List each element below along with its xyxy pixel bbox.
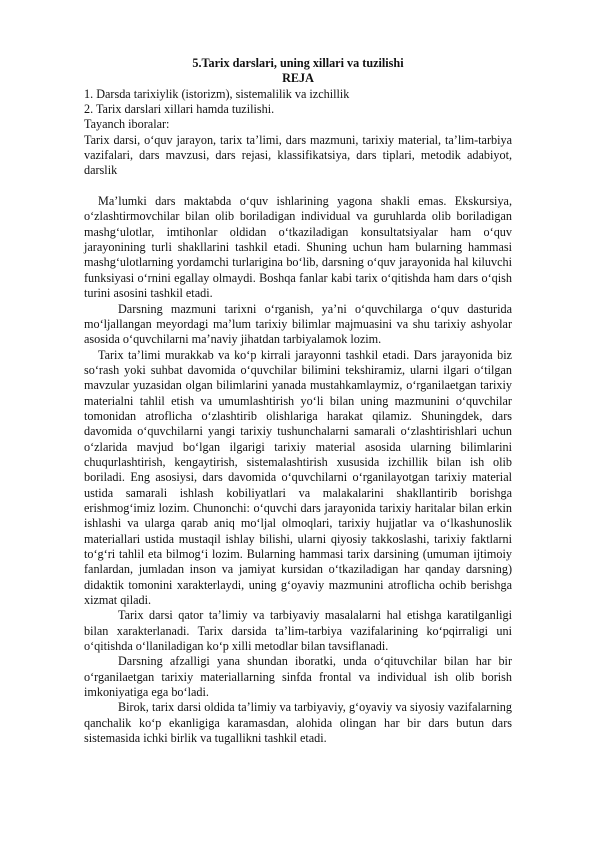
document-page <box>84 56 512 746</box>
body-paragraph: Ma’lumki dars maktabda o‘quv ishlarining yagona shakli emas. Ekskursiya, o‘zlashtirmovchilar bilan olib boriladigan individual va guruhlarda olib boriladigan mashg‘ulotlar, imtihonlar oldidan o‘tkaziladigan konsultatsiyalar ham o‘quv jarayonining turli shakllarini tashkil etadi. Shuning uchun ham bularning hammasi mashg‘ulotlarning yordamchi turlarigina bo‘lib, darsning o‘quv jarayonida hal kiluvchi funksiyasi o‘rnini egallay olmaydi. Boshqa fanlar kabi tarix o‘qitishda ham dars o‘qish turini asosini tashkil etadi. <box>84 194 512 301</box>
body-paragraph: Darsning mazmuni tarixni o‘rganish, ya’ni o‘quvchilarga o‘quv dasturida mo‘ljallangan meyordagi ma’lum tarixiy bilimlar majmuasini va shu tarixiy ashyolar asosida o‘quvchilarni ma’naviy jihatdan tarbiyalamok lozim. <box>84 301 512 347</box>
body-paragraph: Tarix ta’limi murakkab va ko‘p kirrali jarayonni tashkil etadi. Dars jarayonida biz so‘rash yoki suhbat davomida o‘quvchilar bilimini tekshiramiz, ularni ilgari o‘tilgan mavzular yuzasidan olgan bilimlarini yanada mustahkamlaymiz, o‘rganilaetgan tarixiy materialni tahlil etish va umumlashtirish yo‘li bilan uning mazmunini o‘quvchilar tomonidan atroflicha o‘zlashtirib olishlariga harakat qilamiz. Shuningdek, dars davomida o‘quvchilarni yangi tarixiy tushunchalarni samarali o‘zlashtirishlari uchun o‘zlarida mavjud bo‘lgan ilgarigi tarixiy material asosida ularning bilimlarini chuqurlashtirish, kengaytirish, sistemalashtirish xususida izchillik bilan ish olib boriladi. Eng asosiysi, dars davomida o‘quvchilarni o‘rganilayotgan tarixiy material ustida samarali ishlash kobiliyatlari va malakalarini shakllantirib borishga erishmog‘imiz lozim. Chunonchi: o‘quvchi dars jarayonida tarixiy haritalar bilan erkin ishlashi va ularga qarab aniq mo‘ljal olmoqlari, tarixiy hujjatlar va o‘lkashunoslik materiallari ustida mustaqil ishlay bilishi, ularni qiyosiy takkoslashi, tarixiy faktlarni to‘g‘ri tahlil eta bilmog‘i lozim. Bularning hammasi tarix darsining (umuman ijtimoiy fanlardan, jumladan inson va jamiyat kursidan o‘tkaziladigan har qanday darsning) didaktik tomonini xarakterlaydi, uning g‘oyaviy mazmunini atroflicha ochib berishga xizmat qiladi. <box>84 347 512 608</box>
plan-heading: REJA <box>282 71 314 86</box>
plan-item: 1. Darsda tarixiylik (istorizm), sistemalilik va izchillik <box>84 86 350 101</box>
key-terms-label: Tayanch iboralar: <box>84 117 170 132</box>
blank-line <box>84 179 512 194</box>
body-paragraph: Birok, tarix darsi oldida ta’limiy va tarbiyaviy, g‘oyaviy va siyosiy vazifalarning qanchalik ko‘p ekanligiga karamasdan, alohida olingan har bir dars butun dars sistemasida ichki birlik va tugallikni tashkil etadi. <box>84 700 512 746</box>
body-paragraph: Darsning afzalligi yana shundan iboratki, unda o‘qituvchilar bilan har bir o‘rganilaetgan tarixiy materiallarning sinfda frontal va individual ish olib borish imkoniyatiga ega bo‘ladi. <box>84 654 512 700</box>
body-paragraph: Tarix darsi qator ta’limiy va tarbiyaviy masalalarni hal etishga karatilganligi bilan xarakterlanadi. Tarix darsida ta’lim-tarbiya vazifalarining ko‘pqirraligi uni o‘qitishda o‘llaniladigan ko‘p xilli metodlar bilan tavsiflanadi. <box>84 608 512 654</box>
document-title: 5.Tarix darslari, uning xillari va tuzilishi <box>192 56 404 70</box>
plan-item: 2. Tarix darslari xillari hamda tuzilishi. <box>84 102 275 117</box>
key-terms-text: Tarix darsi, o‘quv jarayon, tarix ta’limi, dars mazmuni, tarixiy material, ta’lim-tarbiya vazifalari, dars mavzusi, dars rejasi, klassifikatsiya, dars tiplari, metodik adabiyot, darslik <box>84 132 512 178</box>
